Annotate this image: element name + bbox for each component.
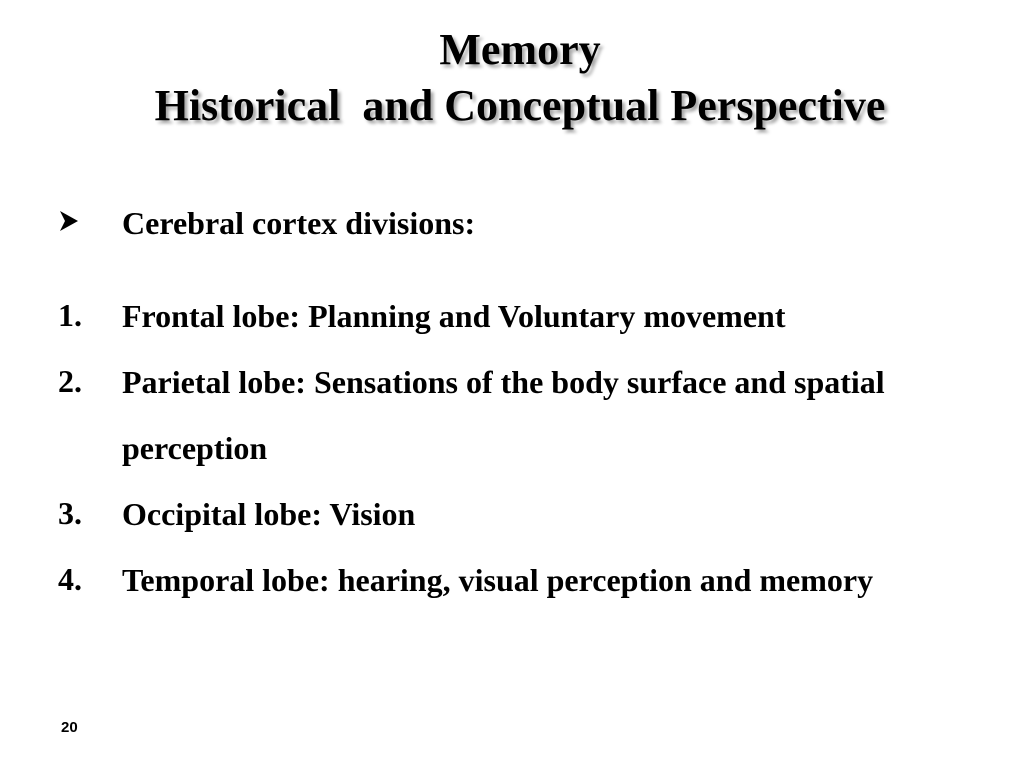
title-line-2: Historical and Conceptual Perspective: [154, 81, 886, 130]
list-item-text: Frontal lobe: Planning and Voluntary movement: [122, 298, 786, 334]
list-item-text: Occipital lobe: Vision: [122, 496, 416, 532]
heading-bullet: [58, 190, 958, 275]
bullet-list: [58, 190, 958, 613]
list-item: [58, 349, 958, 481]
title-line-1: Memory: [439, 25, 601, 74]
page-number: 20: [61, 719, 78, 736]
list-item: [58, 481, 958, 547]
list-item: [58, 283, 958, 349]
list-item-number: 3.: [58, 495, 82, 531]
arrow-bullet-icon: [58, 190, 80, 254]
list-item-text: Temporal lobe: hearing, visual perception and memory: [122, 562, 874, 598]
slide-title: [0, 22, 1024, 134]
list-item-number: 2.: [58, 363, 82, 399]
list-item-text: Parietal lobe: Sensations of the body surface and spatial perception: [122, 364, 885, 466]
list-item-number: 1.: [58, 297, 82, 333]
heading-bullet-text: Cerebral cortex divisions:: [122, 205, 476, 241]
list-item: [58, 547, 958, 613]
list-item-number: 4.: [58, 561, 82, 597]
